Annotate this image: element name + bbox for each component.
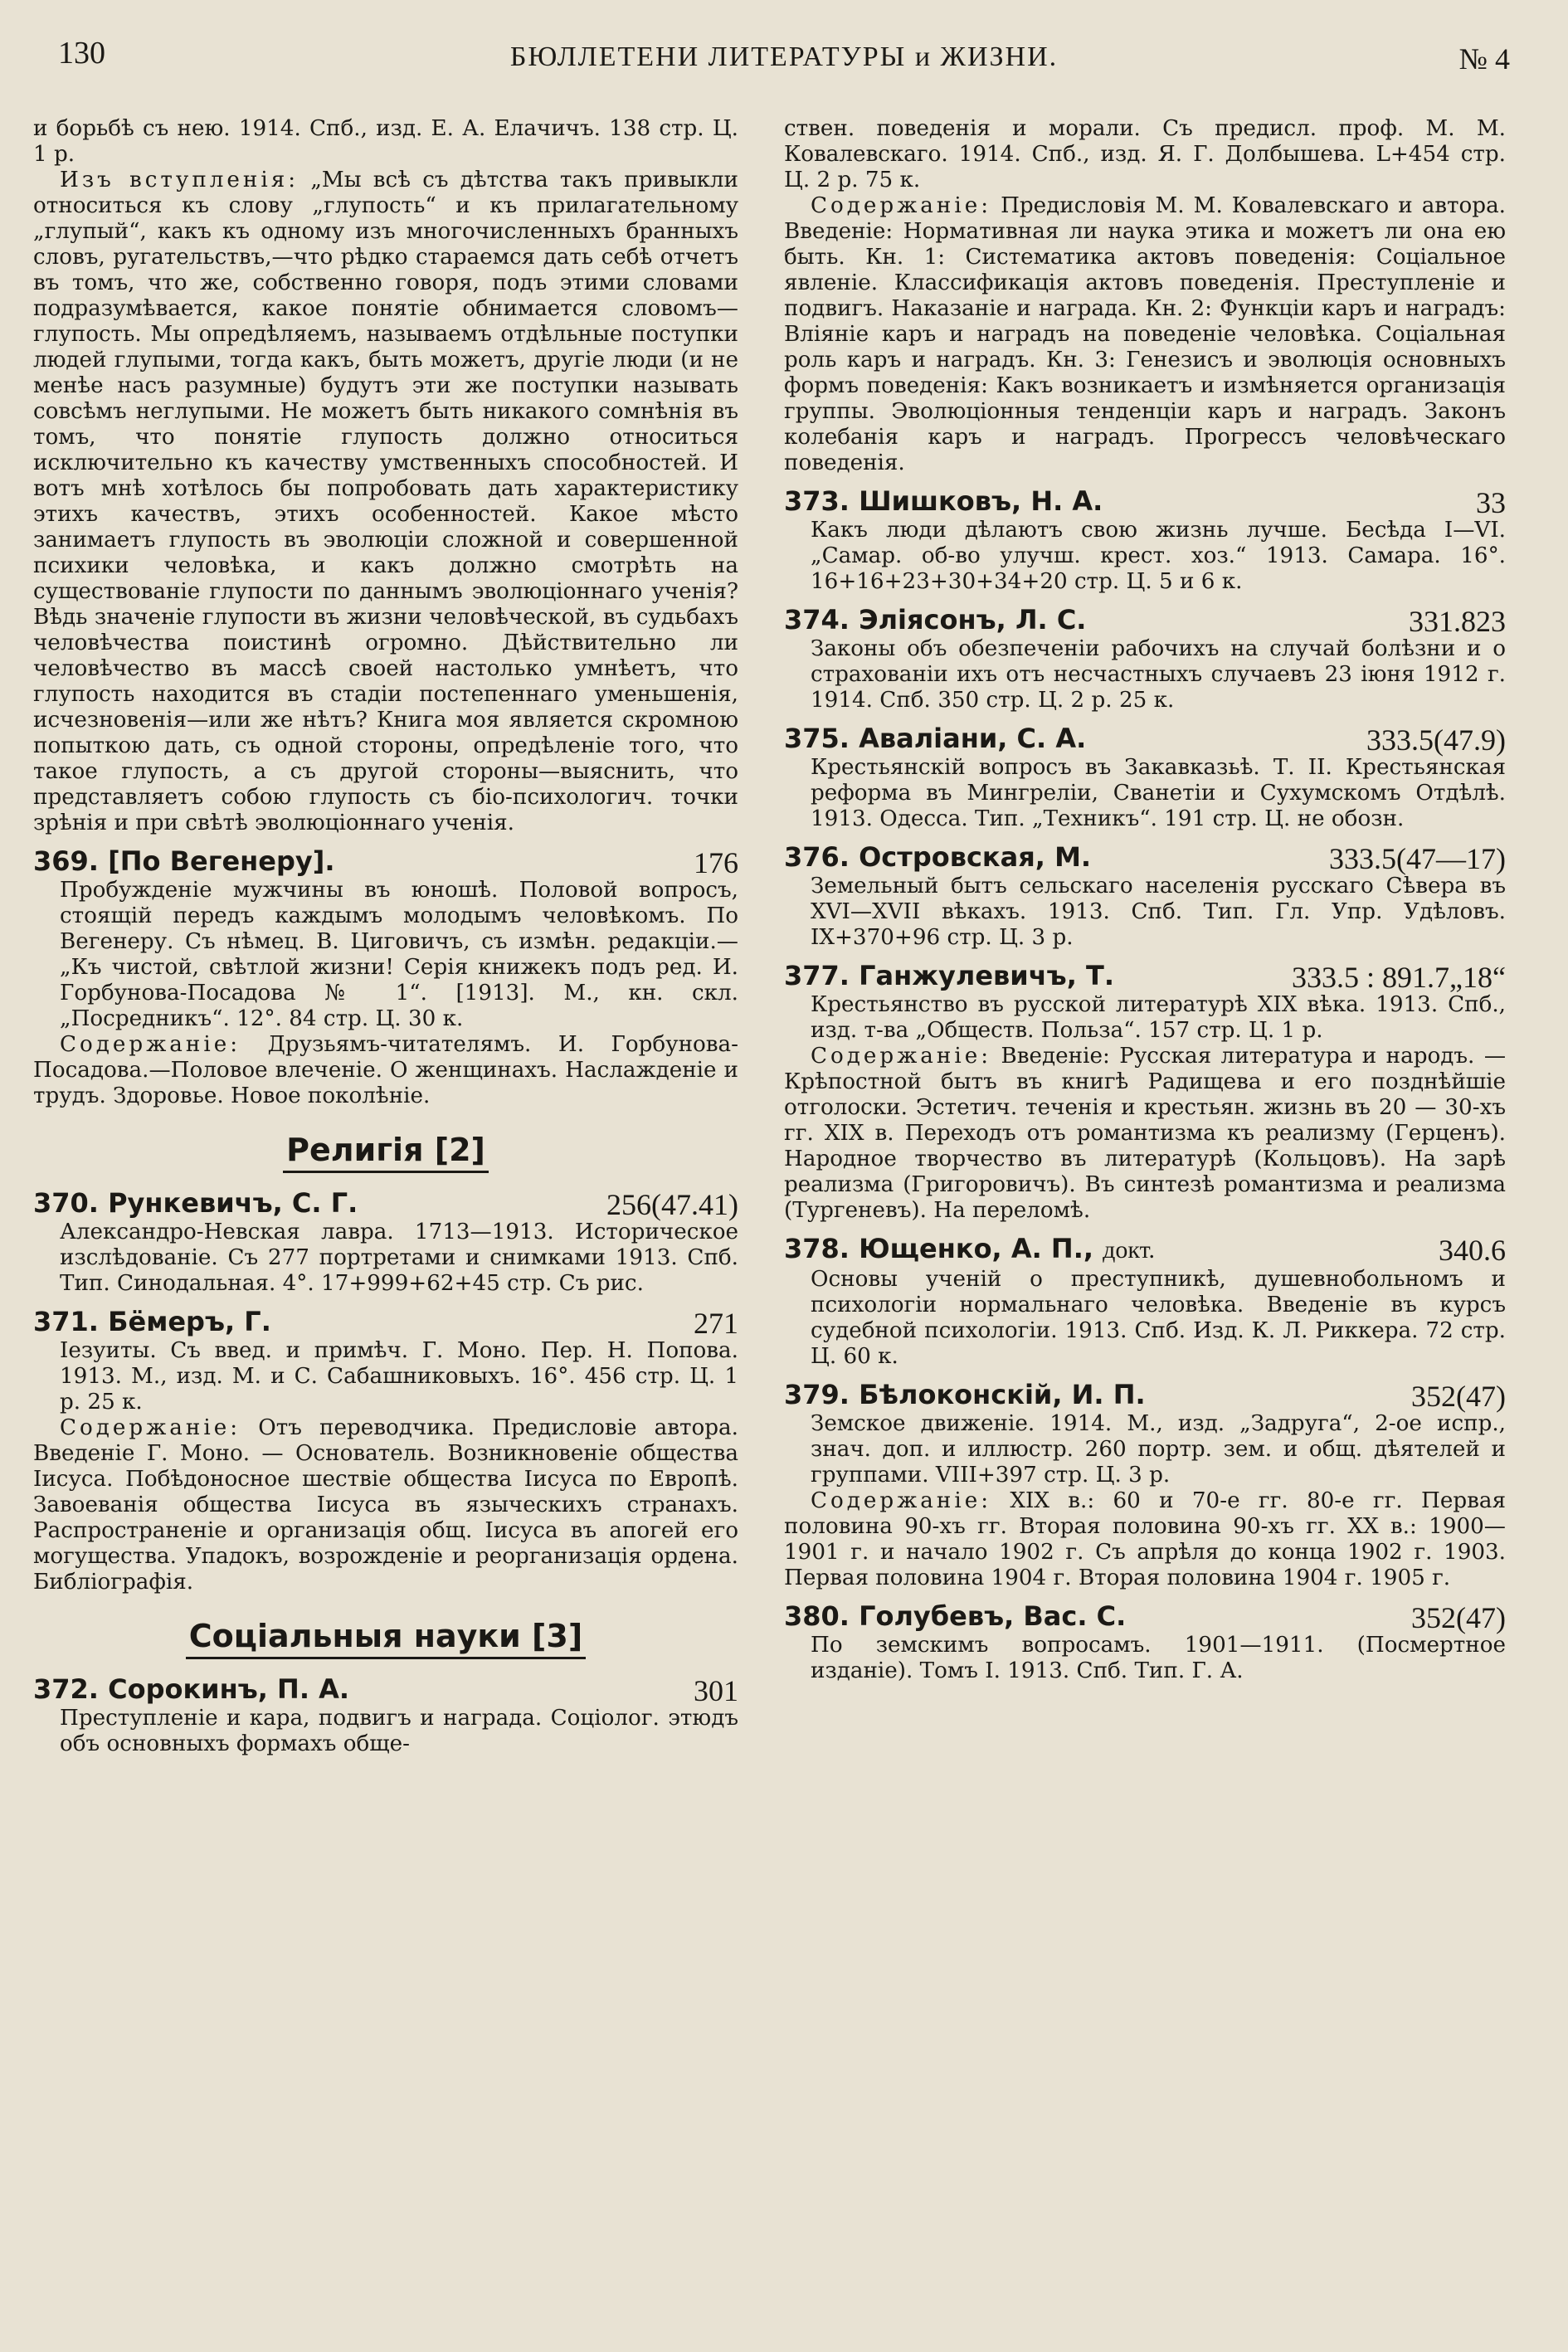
- entry-heading: [784, 840, 1506, 874]
- page-header: [58, 33, 1510, 86]
- entry-heading: [784, 485, 1506, 518]
- classification-code: 333.5 : 891.7„18“: [1292, 961, 1506, 994]
- classification-code: 271: [694, 1307, 738, 1340]
- entry-body: Александро-Невская лавра. 1713—1913. Историческое изслѣдованіе. Съ 277 портретами и снимками 1913. Спб. Тип. Синодальная. 4°. 17+999+62+45 стр. Съ рис.: [60, 1220, 738, 1296]
- entry-body: Земельный бытъ сельскаго населенія русскаго Сѣвера въ XVI—XVII вѣкахъ. 1913. Спб. Тип. Гл. Упр. Удѣловъ. IX+370+96 стр. Ц. 3 р.: [811, 874, 1506, 950]
- entry-title: 380. Голубевъ, Вас. С.: [784, 1600, 1127, 1632]
- issue-number: № 4: [1458, 42, 1510, 75]
- contents-text: Предисловія М. М. Ковалевскаго и автора. Введеніе: Нормативная ли наука этика и можетъ ли она ею быть. Кн. 1: Систематика актовъ поведенія: Соціальное явленіе. Классификація актовъ поведенія. Преступленіе и подвигъ. Наказаніе и награда. Кн. 2: Функціи каръ и наградъ: Вліяніе каръ и наградъ на поведеніе человѣка. Соціальная роль каръ и наградъ. Кн. 3: Генезисъ и эволюція основныхъ формъ поведенія: Какъ возникаетъ и измѣняется организація группы. Эволюціонныя тенденціи каръ и наградъ. Законъ колебанія каръ и наградъ. Прогрессъ человѣческаго поведенія.: [784, 193, 1507, 475]
- entry-370: [33, 1186, 738, 1297]
- entry-body: Іезуиты. Съ введ. и примѣч. Г. Моно. Пер. Н. Попова. 1913. М., изд. М. и С. Сабашниковыхъ. 16°. 456 стр. Ц. 1 р. 25 к.: [60, 1338, 738, 1415]
- contents-paragraph: [33, 1415, 738, 1595]
- classification-code: 352(47): [1411, 1601, 1506, 1634]
- contents-label: Содержаніе:: [811, 1488, 992, 1513]
- running-title: БЮЛЛЕТЕНИ ЛИТЕРАТУРЫ и ЖИЗНИ.: [509, 41, 1059, 72]
- page-number: 130: [58, 36, 105, 71]
- intro-text: „Мы всѣ съ дѣтства такъ привыкли относиться къ слову „глупость“ и къ прилагательному „глупый“, какъ къ одному изъ многочисленныхъ бранныхъ словъ, ругательствъ,—что рѣдко стараемся дать себѣ отчетъ въ томъ, что же, собственно говоря, подъ этими словами подразумѣвается, какое понятіе обнимается словомъ—глупость. Мы опредѣляемъ, называемъ отдѣльные поступки людей глупыми, тогда какъ, быть можетъ, другіе люди (и не менѣе насъ разумные) будутъ эти же поступки называть совсѣмъ неглупыми. Не можетъ быть никакого сомнѣнія въ томъ, что понятіе глупость должно относиться исключительно къ качеству умственныхъ способностей. И вотъ мнѣ хотѣлось бы попробовать дать характеристику этихъ качествъ, этихъ особенностей. Какое мѣсто занимаетъ глупость въ эволюціи сложной и совершенной психики человѣка, и какъ должно смотрѣть на существованіе глупости по даннымъ эволюціоннаго ученія? Вѣдь значеніе глупости въ жизни человѣческой, въ судьбахъ человѣчества поистинѣ огромно. Дѣйствительно ли человѣчество въ массѣ своей настолько умнѣетъ, что глупость находится въ стадіи постепеннаго уменьшенія, исчезновенія—или же нѣтъ? Книга моя является скромною попыткою дать, съ одной стороны, опредѣленіе того, что такое глупость, а съ другой стороны—выяснить, что представляетъ собою глупость съ біо-психологич. точки зрѣнія и при свѣтѣ эволюціоннаго ученія.: [33, 168, 739, 835]
- entry-372: [33, 1673, 738, 1757]
- classification-code: 33: [1476, 486, 1506, 519]
- entry-body: Крестьянскій вопросъ въ Закавказьѣ. Т. II. Крестьянская реформа въ Мингреліи, Сванетіи и Сухумскомъ Отдѣлѣ. 1913. Одесса. Тип. „Техникъ“. 191 стр. Ц. не обозн.: [811, 755, 1506, 831]
- left-column: [33, 116, 738, 1757]
- classification-code: 176: [694, 846, 738, 879]
- classification-code: 333.5(47.9): [1366, 723, 1506, 757]
- entry-380: [784, 1600, 1506, 1684]
- entry-body: По земскимъ вопросамъ. 1901—1911. (Посмертное изданіе). Томъ I. 1913. Спб. Тип. Г. А.: [811, 1633, 1506, 1683]
- entry-body: Законы объ обезпеченіи рабочихъ на случай болѣзни и о страхованіи ихъ отъ несчастныхъ случаевъ 23 іюня 1912 г. 1914. Спб. 350 стр. Ц. 2 р. 25 к.: [811, 636, 1506, 713]
- contents-paragraph: [784, 1488, 1506, 1591]
- classification-code: 340.6: [1439, 1234, 1506, 1267]
- classification-code: 333.5(47—17): [1329, 842, 1506, 875]
- entry-373: [784, 485, 1506, 595]
- section-title: Соціальныя науки [3]: [186, 1617, 586, 1659]
- entry-377: [784, 959, 1506, 1224]
- entry-heading: [33, 1186, 738, 1220]
- classification-code: 256(47.41): [606, 1188, 738, 1221]
- entry-heading: [784, 959, 1506, 992]
- contents-paragraph: [784, 193, 1506, 476]
- author-note: докт.: [1103, 1236, 1155, 1264]
- entry-title: 373. Шишковъ, Н. А.: [784, 485, 1103, 517]
- entry-378: [784, 1232, 1506, 1370]
- entry-title: 371. Бёмеръ, Г.: [33, 1306, 271, 1337]
- entry-body: Крестьянство въ русской литературѣ XIX вѣка. 1913. Спб., изд. т-ва „Обществ. Польза“. 157 стр. Ц. 1 р.: [811, 992, 1506, 1043]
- contents-paragraph: [33, 1032, 738, 1109]
- entry-body: Пробужденіе мужчины въ юношѣ. Половой вопросъ, стоящій передъ каждымъ молодымъ человѣкомъ. По Вегенеру. Съ нѣмец. В. Циговичъ, съ измѣн. редакціи.—„Къ чистой, свѣтлой жизни! Серія книжекъ подъ ред. И. Горбунова-Посадова № 1“. [1913]. М., кн. скл. „Посредникъ“. 12°. 84 стр. Ц. 30 к.: [60, 878, 738, 1031]
- entry-heading: [784, 1378, 1506, 1411]
- entry-heading: [33, 1305, 738, 1338]
- continuation-text: ствен. поведенія и морали. Съ предисл. проф. М. М. Ковалевскаго. 1914. Спб., изд. Я. Г. Долбышева. L+454 стр. Ц. 2 р. 75 к.: [784, 116, 1506, 192]
- classification-code: 301: [694, 1674, 738, 1707]
- section-heading-social-sciences: [33, 1617, 738, 1659]
- entry-body: Какъ люди дѣлаютъ свою жизнь лучше. Бесѣда I—VI. „Самар. об-во улучш. крест. хоз.“ 1913. Самара. 16°. 16+16+23+30+34+20 стр. Ц. 5 и 6 к.: [811, 518, 1506, 594]
- contents-text: Введеніе: Русская литература и народъ. — Крѣпостной бытъ въ книгѣ Радищева и его позднѣйшіе отголоски. Эстетич. теченія и крестьян. жизнь въ 20 — 30-хъ гг. XIX в. Переходъ отъ романтизма къ реализму (Герценъ). Народное творчество въ литературѣ (Кольцовъ). На зарѣ реализма (Григоровичъ). Въ синтезѣ романтизма и реализма (Тургеневъ). На переломѣ.: [784, 1044, 1507, 1223]
- entry-heading: [784, 1232, 1506, 1267]
- entry-title: 372. Сорокинъ, П. А.: [33, 1673, 350, 1705]
- entry-body: Основы ученій о преступникѣ, душевнобольномъ и психологіи нормальнаго человѣка. Введеніе въ курсъ судебной психологіи. 1913. Спб. Изд. К. Л. Риккера. 72 стр. Ц. 60 к.: [811, 1267, 1506, 1369]
- entry-title: 370. Рункевичъ, С. Г.: [33, 1187, 358, 1219]
- entry-title: 369. [По Вегенеру].: [33, 845, 335, 877]
- contents-label: Содержаніе:: [811, 193, 992, 218]
- classification-code: 352(47): [1411, 1380, 1506, 1413]
- entry-374: [784, 603, 1506, 713]
- contents-text: XIX в.: 60 и 70-е гг. 80-е гг. Первая половина 90-хъ гг. Вторая половина 90-хъ гг. XX в.: 1900—1901 г. и начало 1902 г. Съ апрѣля до конца 1902 г. 1903. Первая половина 1904 г. Вторая половина 1904 г. 1905 г.: [784, 1488, 1506, 1590]
- entry-heading: [784, 1600, 1506, 1633]
- entry-heading: [784, 603, 1506, 636]
- entry-body: Преступленіе и кара, подвигъ и награда. Соціолог. этюдъ объ основныхъ формахъ обще-: [60, 1706, 738, 1756]
- classification-code: 331.823: [1409, 605, 1506, 638]
- entry-body: Земское движеніе. 1914. М., изд. „Задруга“, 2-ое испр., знач. доп. и иллюстр. 260 портр. зем. и общ. дѣятелей и группами. VIII+397 стр. Ц. 3 р.: [811, 1411, 1506, 1488]
- entry-title: 375. Аваліани, С. А.: [784, 723, 1087, 754]
- entry-title: 374. Эліясонъ, Л. С.: [784, 604, 1087, 635]
- entry-title: 376. Островская, М.: [784, 841, 1092, 873]
- contents-text: Отъ переводчика. Предисловіе автора. Введеніе Г. Моно. — Основатель. Возникновеніе общества Іисуса. Побѣдоносное шествіе общества Іисуса по Европѣ. Завоеванія общества Іисуса въ языческихъ странахъ. Распространеніе и организація общ. Іисуса въ апогей его могущества. Упадокъ, возрожденіе и реорганизація ордена. Библіографія.: [33, 1415, 738, 1595]
- contents-label: Содержаніе:: [60, 1032, 241, 1057]
- entry-title: 379. Бѣлоконскій, И. П.: [784, 1379, 1146, 1410]
- continuation-text: и борьбѣ съ нею. 1914. Спб., изд. Е. А. Елачичъ. 138 стр. Ц. 1 р.: [33, 116, 738, 167]
- entry-title: 377. Ганжулевичъ, Т.: [784, 960, 1114, 991]
- intro-label: Изъ вступленія:: [60, 168, 299, 192]
- entry-369: [33, 845, 738, 1109]
- contents-label: Содержаніе:: [811, 1044, 992, 1069]
- contents-text: Друзьямъ-читателямъ. И. Горбунова-Посадова.—Половое влеченіе. О женщинахъ. Наслажденіе и трудъ. Здоровье. Новое поколѣніе.: [33, 1032, 739, 1108]
- entry-375: [784, 722, 1506, 832]
- entry-title: 378. Ющенко, А. П.,: [784, 1233, 1093, 1264]
- entry-heading: [33, 1673, 738, 1706]
- entry-379: [784, 1378, 1506, 1591]
- contents-paragraph: [784, 1044, 1506, 1224]
- entry-371: [33, 1305, 738, 1595]
- section-title: Религія [2]: [283, 1131, 489, 1173]
- right-column: [784, 116, 1506, 1684]
- entry-heading: [784, 722, 1506, 755]
- contents-label: Содержаніе:: [60, 1415, 241, 1440]
- entry-heading: [33, 845, 738, 878]
- section-heading-religion: [33, 1131, 738, 1173]
- entry-376: [784, 840, 1506, 951]
- intro-paragraph: [33, 168, 738, 836]
